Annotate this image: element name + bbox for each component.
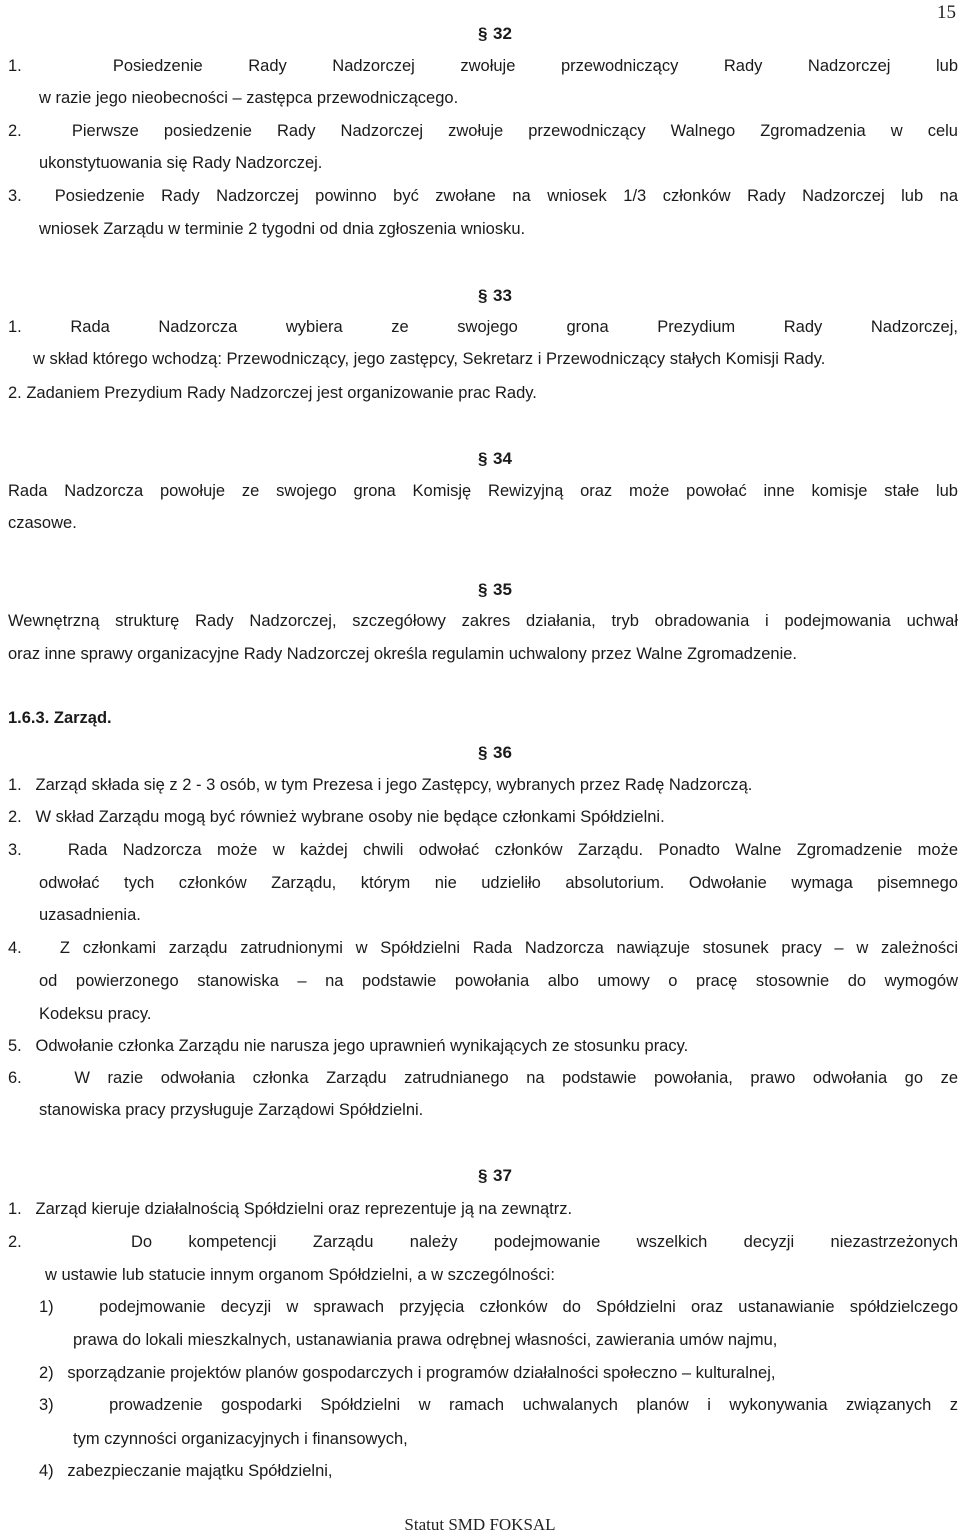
paragraph-line: w ustawie lub statucie innym organom Spółdzielni, a w szczególności: — [45, 1266, 555, 1284]
paragraph-line: 3. Posiedzenie Rady Nadzorczej powinno być zwołane na wniosek 1/3 członków Rady Nadzorczej lub na — [8, 187, 958, 205]
paragraph-line: stanowiska pracy przysługuje Zarządowi Spółdzielni. — [39, 1101, 424, 1119]
paragraph-line: w razie jego nieobecności – zastępca przewodniczącego. — [39, 89, 459, 107]
section-heading-33: § 33 — [478, 286, 512, 305]
list-item-continuation: tym czynności organizacyjnych i finansowych, — [73, 1430, 408, 1448]
paragraph-line: 2. Do kompetencji Zarządu należy podejmowanie wszelkich decyzji niezastrzeżonych — [8, 1233, 958, 1251]
list-item: 4) zabezpieczanie majątku Spółdzielni, — [39, 1462, 333, 1480]
paragraph-line: 5. Odwołanie członka Zarządu nie narusza jego uprawnień wynikających ze stosunku pracy. — [8, 1037, 689, 1055]
paragraph-line: wniosek Zarządu w terminie 2 tygodni od dnia zgłoszenia wniosku. — [39, 220, 526, 238]
paragraph-line: ukonstytuowania się Rady Nadzorczej. — [39, 154, 323, 172]
section-sign-icon: § — [478, 286, 488, 305]
paragraph-line: w skład którego wchodzą: Przewodniczący, jego zastępcy, Sekretarz i Przewodniczący stałych Komisji Rady. — [33, 350, 826, 368]
footer: Statut SMD FOKSAL — [404, 1515, 556, 1534]
paragraph-line: 1. Zarząd składa się z 2 - 3 osób, w tym Prezesa i jego Zastępcy, wybranych przez Radę Nadzorczą. — [8, 776, 753, 794]
paragraph-line: 3. Rada Nadzorcza może w każdej chwili odwołać członków Zarządu. Ponadto Walne Zgromadzenie może — [8, 841, 958, 859]
paragraph-line: Wewnętrzną strukturę Rady Nadzorczej, szczegółowy zakres działania, tryb obradowania i podejmowania uchwał — [8, 612, 958, 630]
section-sign-icon: § — [478, 449, 488, 468]
list-item: 3) prowadzenie gospodarki Spółdzielni w ramach uchwalanych planów i wykonywania związanych z — [39, 1396, 958, 1414]
paragraph-line: Rada Nadzorcza powołuje ze swojego grona Komisję Rewizyjną oraz może powołać inne komisje stałe lub — [8, 482, 958, 500]
paragraph-line: 1. Rada Nadzorcza wybiera ze swojego grona Prezydium Rady Nadzorczej, — [8, 318, 958, 336]
page-number: 15 — [937, 2, 956, 23]
paragraph-line: 1. Zarząd kieruje działalnością Spółdzielni oraz reprezentuje ją na zewnątrz. — [8, 1200, 573, 1218]
list-item: 2) sporządzanie projektów planów gospodarczych i programów działalności społeczno – kulturalnej, — [39, 1364, 776, 1382]
section-heading-36: § 36 — [478, 743, 512, 762]
section-sign-icon: § — [478, 1166, 488, 1185]
section-sign-icon: § — [478, 24, 488, 43]
section-heading-37: § 37 — [478, 1166, 512, 1185]
paragraph-line: 2. Zadaniem Prezydium Rady Nadzorczej jest organizowanie prac Rady. — [8, 384, 537, 402]
paragraph-line: czasowe. — [8, 514, 77, 532]
paragraph-line: 2. Pierwsze posiedzenie Rady Nadzorczej zwołuje przewodniczący Walnego Zgromadzenia w celu — [8, 122, 958, 140]
paragraph-line: 2. W skład Zarządu mogą być również wybrane osoby nie będące członkami Spółdzielni. — [8, 808, 665, 826]
paragraph-line: Kodeksu pracy. — [39, 1005, 152, 1023]
section-sign-icon: § — [478, 743, 488, 762]
section-sign-icon: § — [478, 580, 488, 599]
paragraph-line: uzasadnienia. — [39, 906, 141, 924]
list-item-continuation: prawa do lokali mieszkalnych, ustanawiania prawa odrębnej własności, zawierania umów najmu, — [73, 1331, 778, 1349]
paragraph-line: oraz inne sprawy organizacyjne Rady Nadzorczej określa regulamin uchwalony przez Walne Zgromadzenie. — [8, 645, 798, 663]
subchapter-heading: 1.6.3. Zarząd. — [8, 709, 112, 727]
list-item: 1) podejmowanie decyzji w sprawach przyjęcia członków do Spółdzielni oraz ustanawianie spółdzielczego — [39, 1298, 958, 1316]
paragraph-line: odwołać tych członków Zarządu, którym nie udzieliło absolutorium. Odwołanie wymaga pisemnego — [39, 874, 958, 892]
paragraph-line: 6. W razie odwołania członka Zarządu zatrudnianego na podstawie powołania, prawo odwołania go ze — [8, 1069, 958, 1087]
section-heading-34: § 34 — [478, 449, 512, 468]
paragraph-line: 4. Z członkami zarządu zatrudnionymi w Spółdzielni Rada Nadzorcza nawiązuje stosunek pracy – w zależności — [8, 939, 958, 957]
paragraph-line: 1. Posiedzenie Rady Nadzorczej zwołuje przewodniczący Rady Nadzorczej lub — [8, 57, 958, 75]
section-heading-35: § 35 — [478, 580, 512, 599]
section-heading-32: § 32 — [478, 24, 512, 43]
paragraph-line: od powierzonego stanowiska – na podstawie powołania albo umowy o pracę stosownie do wymogów — [39, 972, 958, 990]
